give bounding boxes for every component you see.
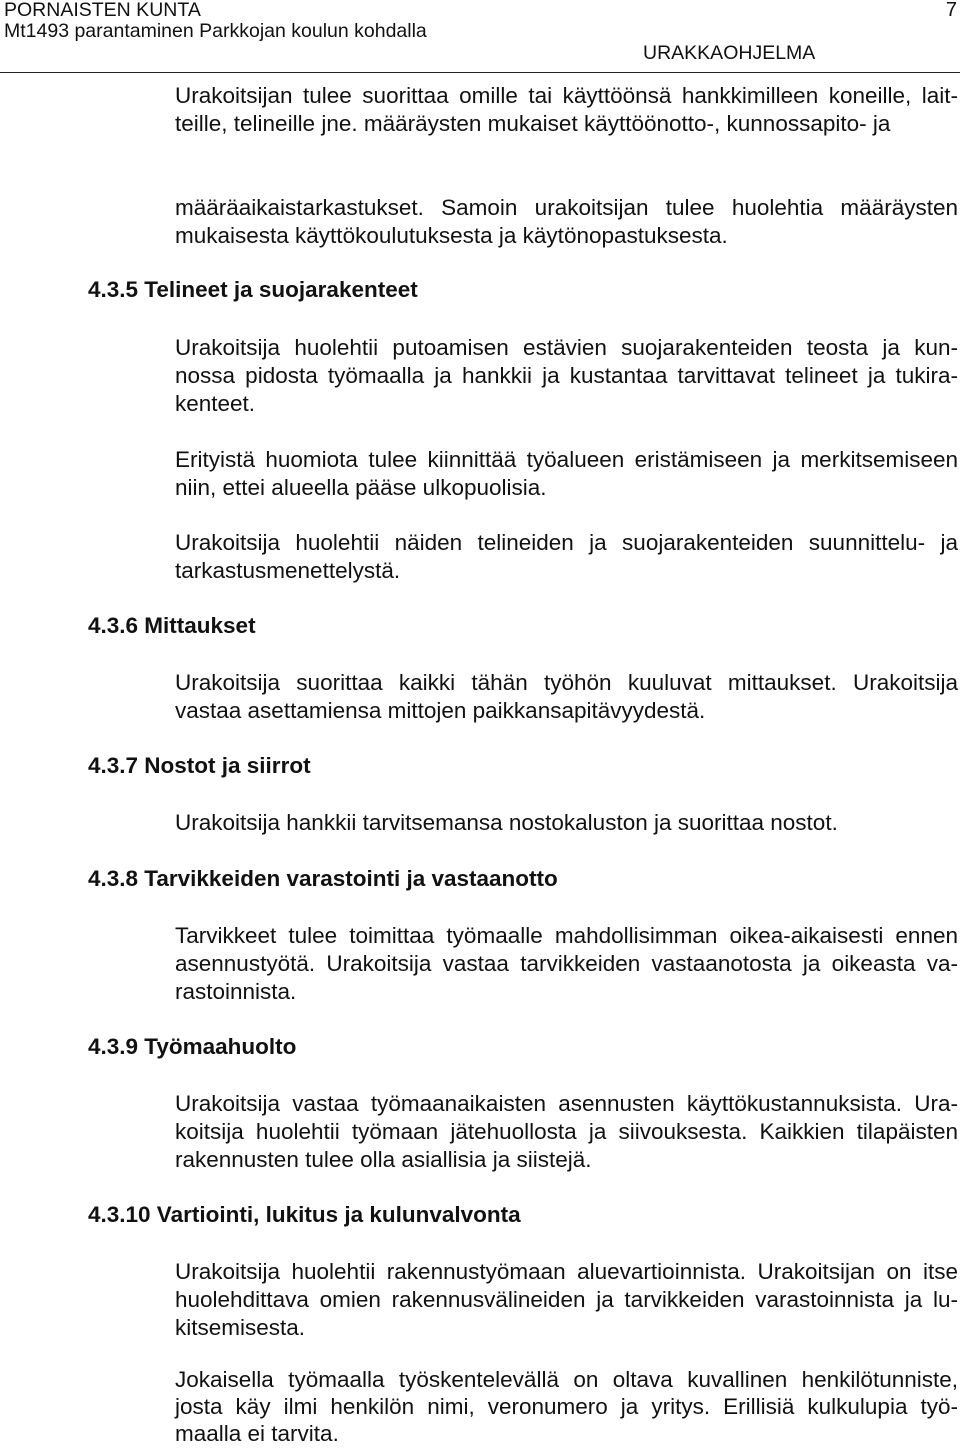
page-number: 7 xyxy=(945,0,957,21)
paragraph-line: huolehdittava omien rakennusvälineiden ja tarvikkeiden varastoinnista ja lu- xyxy=(175,1287,958,1312)
section-heading: 4.3.5 Telineet ja suojarakenteet xyxy=(88,277,418,302)
paragraph-line: Urakoitsija huolehtii putoamisen estävien suojarakenteiden teosta ja kun- xyxy=(175,335,958,360)
organization-name: PORNAISTEN KUNTA xyxy=(4,0,201,21)
paragraph-line: vastaa asettamiensa mittojen paikkansapitävyydestä. xyxy=(175,698,706,723)
section-heading: 4.3.9 Työmaahuolto xyxy=(88,1034,297,1059)
paragraph-line: Tarvikkeet tulee toimittaa työmaalle mahdollisimman oikea-aikaisesti ennen xyxy=(175,923,958,948)
header-rule xyxy=(0,72,960,73)
paragraph-line: Urakoitsija huolehtii näiden telineiden ja suojarakenteiden suunnittelu- ja xyxy=(175,530,958,555)
paragraph-line: määräaikaistarkastukset. Samoin urakoitsijan tulee huolehtia määräysten xyxy=(175,195,958,220)
paragraph-line: Erityistä huomiota tulee kiinnittää työalueen eristämiseen ja merkitsemiseen xyxy=(175,447,958,472)
paragraph-line: Urakoitsija suorittaa kaikki tähän työhön kuuluvat mittaukset. Urakoitsija xyxy=(175,670,958,695)
paragraph-line: Urakoitsija vastaa työmaanaikaisten asennusten käyttökustannuksista. Ura- xyxy=(175,1091,958,1116)
section-heading: 4.3.10 Vartiointi, lukitus ja kulunvalvonta xyxy=(88,1202,521,1227)
paragraph-line: josta käy ilmi henkilön nimi, veronumero ja yritys. Erillisiä kulkulupia työ- xyxy=(175,1394,958,1419)
section-heading: 4.3.7 Nostot ja siirrot xyxy=(88,753,311,778)
section-heading: 4.3.8 Tarvikkeiden varastointi ja vastaanotto xyxy=(88,866,558,891)
paragraph-line: rakennusten tulee olla asiallisia ja siistejä. xyxy=(175,1147,592,1172)
paragraph-line: koitsija huolehtii työmaan jätehuollosta ja siivouksesta. Kaikkien tilapäisten xyxy=(175,1119,958,1144)
paragraph-line: rastoinnista. xyxy=(175,979,297,1004)
paragraph-line: kitsemisesta. xyxy=(175,1315,306,1340)
paragraph-line: Urakoitsija hankkii tarvitsemansa nostokaluston ja suorittaa nostot. xyxy=(175,810,838,835)
paragraph-line: maalla ei tarvita. xyxy=(175,1421,339,1446)
paragraph-line: kenteet. xyxy=(175,391,256,416)
paragraph-line: Urakoitsija huolehtii rakennustyömaan aluevartioinnista. Urakoitsijan on itse xyxy=(175,1259,958,1284)
paragraph-line: Jokaisella työmaalla työskentelevällä on oltava kuvallinen henkilötunniste, xyxy=(175,1367,958,1392)
paragraph-line: tarkastusmenettelystä. xyxy=(175,558,401,583)
project-name: Mt1493 parantaminen Parkkojan koulun kohdalla xyxy=(4,20,427,42)
paragraph-line: nossa pidosta työmaalla ja hankkii ja kustantaa tarvittavat telineet ja tukira- xyxy=(175,363,958,388)
section-heading: 4.3.6 Mittaukset xyxy=(88,613,256,638)
paragraph-line: asennustyötä. Urakoitsija vastaa tarvikkeiden vastaanotosta ja oikeasta va- xyxy=(175,951,958,976)
paragraph-line: niin, ettei alueella pääse ulkopuolisia. xyxy=(175,475,547,500)
document-type: URAKKAOHJELMA xyxy=(643,42,816,64)
paragraph-line: mukaisesta käyttökoulutuksesta ja käytönopastuksesta. xyxy=(175,223,728,248)
paragraph-line: Urakoitsijan tulee suorittaa omille tai käyttöönsä hankkimilleen koneille, lait- xyxy=(175,83,958,108)
paragraph-line: teille, telineille jne. määräysten mukaiset käyttöönotto-, kunnossapito- ja xyxy=(175,111,891,136)
